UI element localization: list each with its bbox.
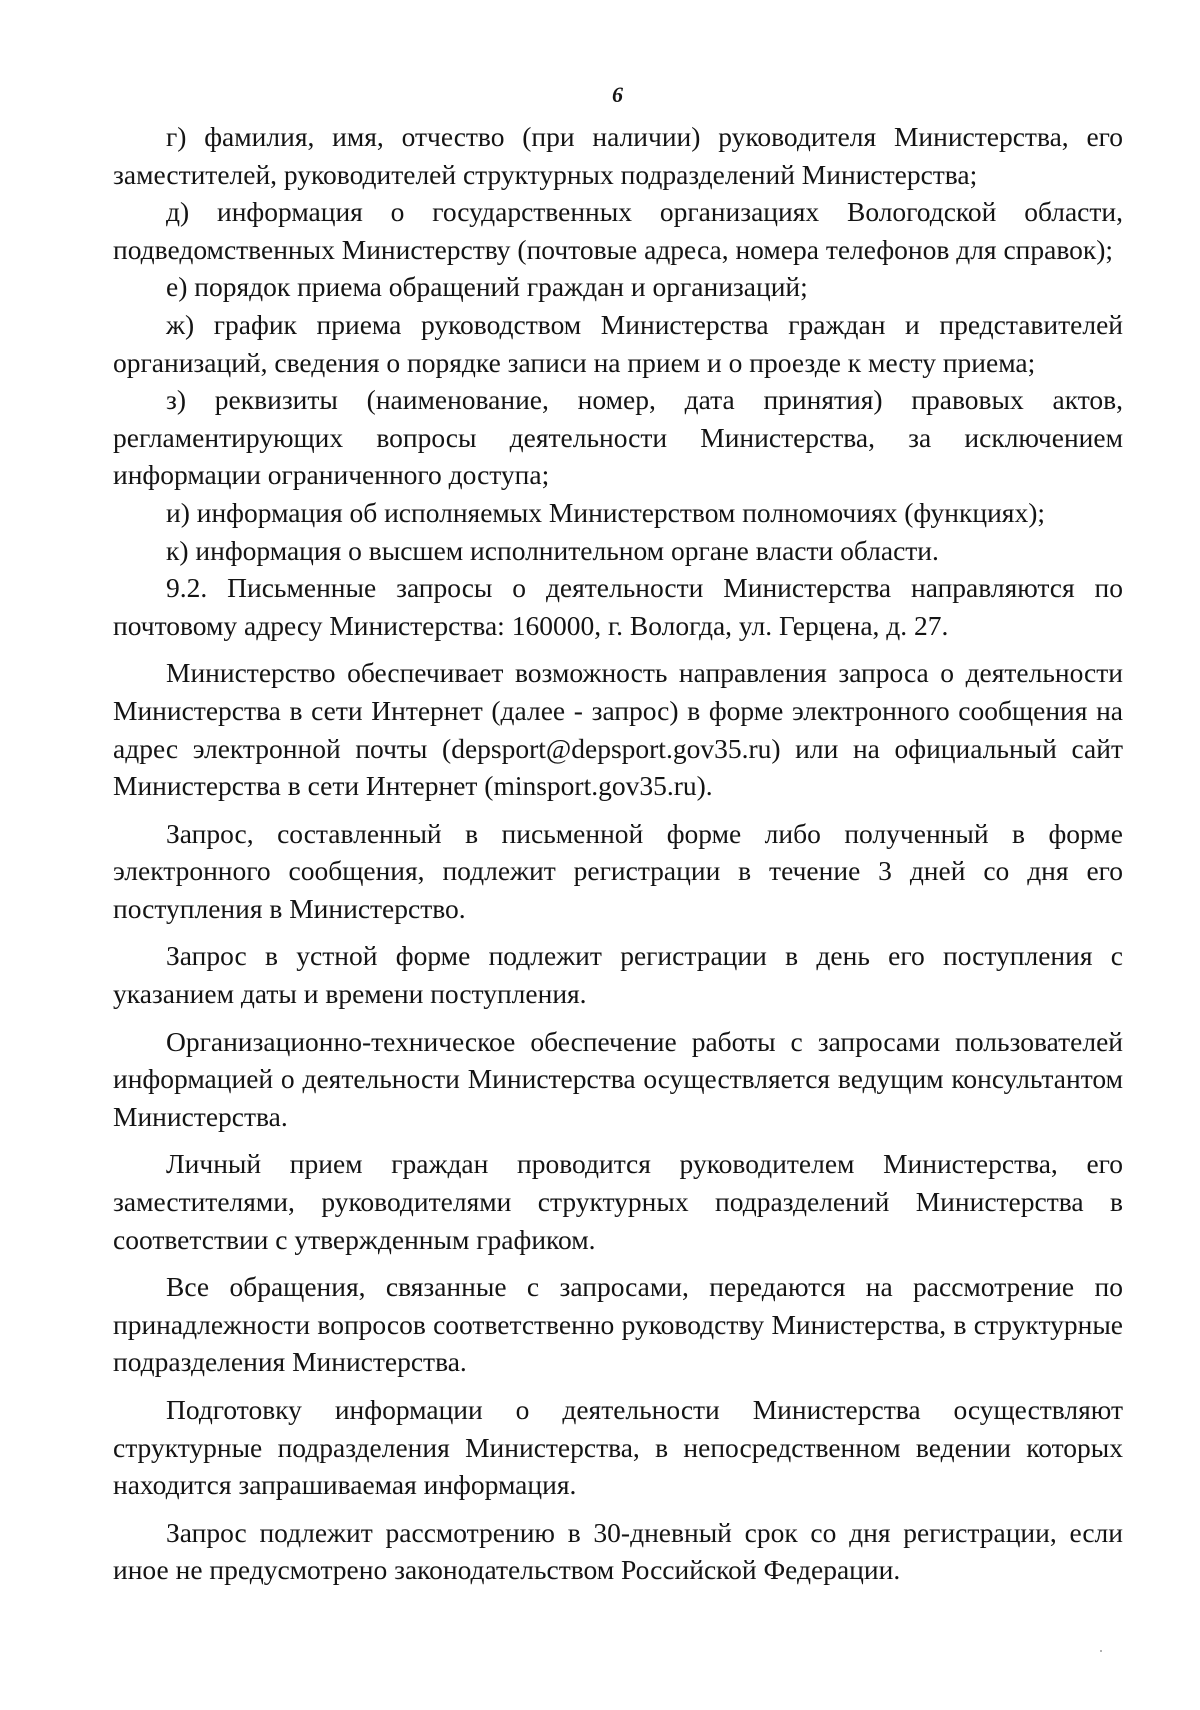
paragraph-technical-support: Организационно-техническое обеспечение работы с запросами пользователей информацией о деятельности Министерства осуществляется ведущим консультантом Министерства. bbox=[113, 1025, 1123, 1132]
paragraph-item-z: з) реквизиты (наименование, номер, дата принятия) правовых актов, регламентирующих вопросы деятельности Министерства, за исключением информации ограниченного доступа; bbox=[113, 384, 1123, 491]
page-number: 6 bbox=[612, 82, 623, 107]
paragraph-request-routing: Все обращения, связанные с запросами, передаются на рассмотрение по принадлежности вопросов соответственно руководству Министерства, в структурные подразделения Министерства. bbox=[113, 1271, 1123, 1378]
paragraph-online-requests: Министерство обеспечивает возможность направления запроса о деятельности Министерства в сети Интернет (далее - запрос) в форме электронного сообщения на адрес электронной почты (depsport@depsport.gov35.ru) или на официальный сайт Министерства в сети Интернет (minsport.gov35.ru). bbox=[113, 657, 1123, 802]
paragraph-item-d: д) информация о государственных организациях Вологодской области, подведомственных Министерству (почтовые адреса, номера телефонов для справок); bbox=[113, 196, 1123, 265]
paragraph-personal-reception: Личный прием граждан проводится руководителем Министерства, его заместителями, руководителями структурных подразделений Министерства в соответствии с утвержденным графиком. bbox=[113, 1148, 1123, 1255]
paragraph-item-g: г) фамилия, имя, отчество (при наличии) руководителя Министерства, его заместителей, руководителей структурных подразделений Министерства; bbox=[113, 121, 1123, 190]
scan-mark bbox=[1100, 1650, 1102, 1652]
paragraph-item-zh: ж) график приема руководством Министерства граждан и представителей организаций, сведения о порядке записи на прием и о проезде к месту приема; bbox=[113, 308, 1123, 378]
paragraph-item-e: е) порядок приема обращений граждан и организаций; bbox=[166, 271, 808, 303]
paragraph-review-deadline: Запрос подлежит рассмотрению в 30-дневный срок со дня регистрации, если иное не предусмотрено законодательством Российской Федерации. bbox=[113, 1516, 1123, 1586]
paragraph-information-preparation: Подготовку информации о деятельности Министерства осуществляют структурные подразделения Министерства, в непосредственном ведении которых находится запрашиваемая информация. bbox=[113, 1394, 1123, 1501]
paragraph-item-i: и) информация об исполняемых Министерством полномочиях (функциях); bbox=[166, 496, 1045, 528]
paragraph-request-registration: Запрос, составленный в письменной форме либо полученный в форме электронного сообщения, подлежит регистрации в течение 3 дней со дня его поступления в Министерство. bbox=[113, 817, 1123, 924]
document-body bbox=[113, 118, 1123, 1589]
paragraph-oral-requests: Запрос в устной форме подлежит регистрации в день его поступления с указанием даты и времени поступления. bbox=[113, 940, 1123, 1010]
paragraph-item-k: к) информация о высшем исполнительном органе власти области. bbox=[166, 534, 939, 566]
paragraph-section-9-2: 9.2. Письменные запросы о деятельности Министерства направляются по почтовому адресу Министерства: 160000, г. Вологда, ул. Герцена, д. 27. bbox=[113, 572, 1123, 641]
